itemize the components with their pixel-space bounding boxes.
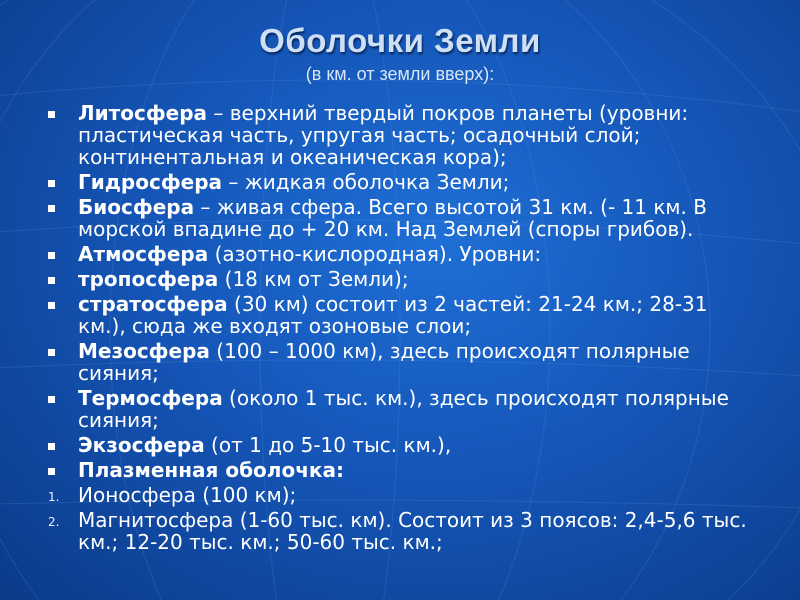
bullet-square-icon — [48, 396, 55, 403]
item-text: (30 км) состоит из 2 частей: 21-24 км.; 28-31 км.), сюда же входят озоновые слои; — [78, 292, 708, 338]
bullet-square-icon — [48, 277, 55, 284]
bullet-square-icon — [48, 205, 55, 212]
list-item-ionosphere — [48, 484, 753, 506]
list-number: 1. — [48, 490, 60, 504]
list-item-exosphere — [48, 434, 753, 456]
layer-list — [48, 102, 753, 556]
item-text: (100 – 1000 км), здесь происходят полярные сияния; — [78, 339, 690, 385]
list-item-plasma-shell — [48, 459, 753, 481]
bullet-square-icon — [48, 302, 55, 309]
list-item-mesosphere — [48, 340, 753, 384]
slide-subtitle: (в км. от земли вверх): — [305, 64, 495, 84]
bullet-square-icon — [48, 349, 55, 356]
bullet-square-icon — [48, 468, 55, 475]
item-text: Ионосфера (100 км); — [78, 483, 297, 507]
list-item-lithosphere — [48, 102, 753, 168]
item-term: Атмосфера — [78, 242, 209, 266]
item-term: Литосфера — [78, 101, 208, 125]
item-term: тропосфера — [78, 267, 219, 291]
bullet-square-icon — [48, 180, 55, 187]
list-item-stratosphere — [48, 293, 753, 337]
item-text: (около 1 тыс. км.), здесь происходят полярные сияния; — [78, 386, 729, 432]
item-text: Магнитосфера (1-60 тыс. км). Состоит из 3 поясов: 2,4-5,6 тыс. км.; 12-20 тыс. км.; 50-60 тыс. км.; — [78, 508, 747, 554]
list-number: 2. — [48, 515, 60, 529]
item-term: стратосфера — [78, 292, 228, 316]
bullet-square-icon — [48, 443, 55, 450]
list-item-thermosphere — [48, 387, 753, 431]
item-term: Гидросфера — [78, 170, 223, 194]
bullet-square-icon — [48, 252, 55, 259]
list-item-biosphere — [48, 196, 753, 240]
bullet-square-icon — [48, 111, 55, 118]
item-text: – живая сфера. Всего высотой 31 км. (- 11 км. В морской впадине до + 20 км. Над Землей (споры грибов). — [78, 195, 707, 241]
item-term: Биосфера — [78, 195, 195, 219]
item-text: (азотно-кислородная). Уровни: — [208, 242, 542, 266]
item-text: (18 км от Земли); — [218, 267, 409, 291]
item-term: Плазменная оболочка: — [78, 458, 344, 482]
item-term: Мезосфера — [78, 339, 210, 363]
item-term: Экзосфера — [78, 433, 205, 457]
list-item-troposphere — [48, 268, 753, 290]
list-item-magnetosphere — [48, 509, 753, 553]
slide-title: Оболочки Земли — [259, 22, 541, 59]
item-text: (от 1 до 5-10 тыс. км.), — [204, 433, 452, 457]
list-item-atmosphere — [48, 243, 753, 265]
item-text: – верхний твердый покров планеты (уровни: пластическая часть, упругая часть; осадочный слой; континентальная и океаническая кора); — [78, 101, 689, 169]
list-item-hydrosphere — [48, 171, 753, 193]
item-term: Термосфера — [78, 386, 223, 410]
item-text: – жидкая оболочка Земли; — [222, 170, 510, 194]
